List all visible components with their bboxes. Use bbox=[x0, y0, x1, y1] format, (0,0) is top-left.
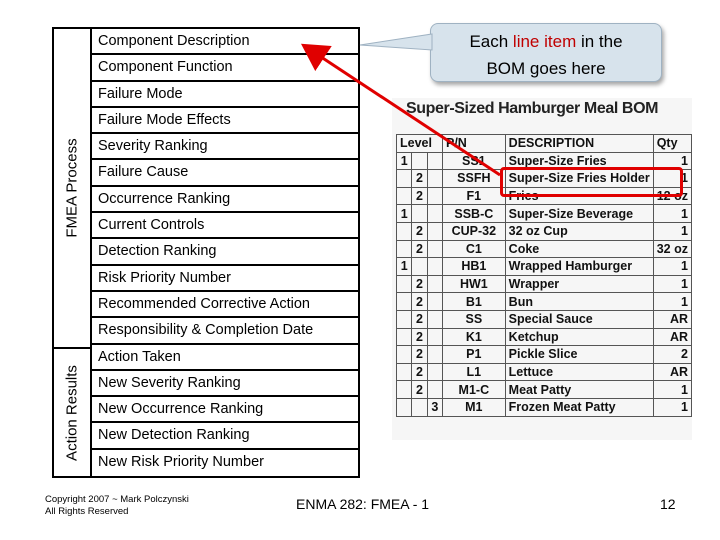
bom-level-2: 2 bbox=[412, 346, 427, 364]
bom-title: Super-Sized Hamburger Meal BOM bbox=[406, 100, 659, 117]
bom-header-desc: DESCRIPTION bbox=[505, 135, 653, 153]
bom-part-number: P1 bbox=[442, 346, 505, 364]
bom-level-2: 2 bbox=[412, 293, 427, 311]
bom-description: Coke bbox=[505, 240, 653, 258]
page-number: 12 bbox=[660, 496, 676, 512]
fmea-row: New Risk Priority Number bbox=[98, 453, 264, 470]
bom-level-2: 2 bbox=[412, 310, 427, 328]
course-label: ENMA 282: FMEA - 1 bbox=[296, 496, 430, 512]
bom-level-1: 1 bbox=[397, 152, 412, 170]
bom-description: Wrapper bbox=[505, 275, 653, 293]
bom-quantity: 2 bbox=[653, 346, 691, 364]
callout-highlight: line item bbox=[512, 32, 577, 51]
bom-part-number: C1 bbox=[442, 240, 505, 258]
bom-quantity: 1 bbox=[653, 170, 691, 188]
bom-quantity: AR bbox=[653, 363, 691, 381]
bom-header-qty: Qty bbox=[653, 135, 691, 153]
bom-description: Pickle Slice bbox=[505, 346, 653, 364]
bom-quantity: 1 bbox=[653, 398, 691, 416]
bom-description: Bun bbox=[505, 293, 653, 311]
callout-text-post: in the bbox=[576, 32, 623, 51]
bom-quantity: 1 bbox=[653, 381, 691, 399]
bom-level-2: 2 bbox=[412, 381, 427, 399]
fmea-row: Occurrence Ranking bbox=[92, 187, 358, 213]
copyright-line-2: All Rights Reserved bbox=[45, 506, 129, 517]
bom-part-number: M1-C bbox=[442, 381, 505, 399]
bom-quantity: 1 bbox=[653, 293, 691, 311]
callout-text-pre: Each bbox=[469, 32, 513, 51]
fmea-row: Action Taken bbox=[92, 345, 358, 371]
bom-description: Frozen Meat Patty bbox=[505, 398, 653, 416]
bom-part-number: SSB-C bbox=[442, 205, 505, 223]
bom-description: Meat Patty bbox=[505, 381, 653, 399]
fmea-row: New Occurrence Ranking bbox=[92, 397, 358, 423]
bom-level-3: 3 bbox=[427, 398, 442, 416]
fmea-row: Current Controls bbox=[92, 213, 358, 239]
fmea-process-label: FMEA Process bbox=[63, 138, 81, 238]
fmea-row: New Severity Ranking bbox=[92, 371, 358, 397]
fmea-row: New Detection Ranking bbox=[92, 423, 358, 449]
fmea-row: Risk Priority Number bbox=[92, 266, 358, 292]
bom-level-2: 2 bbox=[412, 170, 427, 188]
bom-description: Fries bbox=[505, 187, 653, 205]
bom-quantity: 1 bbox=[653, 258, 691, 276]
fmea-row: Responsibility & Completion Date bbox=[92, 318, 358, 344]
bom-header-pn: P/N bbox=[442, 135, 505, 153]
bom-part-number: HB1 bbox=[442, 258, 505, 276]
bom-quantity: AR bbox=[653, 310, 691, 328]
bom-part-number: B1 bbox=[442, 293, 505, 311]
callout-pointer bbox=[360, 34, 432, 50]
bom-level-2: 2 bbox=[412, 222, 427, 240]
bom-part-number: M1 bbox=[442, 398, 505, 416]
bom-level-2: 2 bbox=[412, 240, 427, 258]
fmea-row: Failure Mode bbox=[92, 82, 358, 108]
bom-quantity: 32 oz bbox=[653, 240, 691, 258]
bom-header-level: Level bbox=[397, 135, 443, 153]
bom-part-number: K1 bbox=[442, 328, 505, 346]
bom-part-number: SS1 bbox=[442, 152, 505, 170]
bom-description: Ketchup bbox=[505, 328, 653, 346]
bom-description: Lettuce bbox=[505, 363, 653, 381]
bom-description: Super-Size Fries Holder bbox=[505, 170, 653, 188]
red-arrow bbox=[306, 47, 500, 175]
bom-part-number: L1 bbox=[442, 363, 505, 381]
bom-part-number: CUP-32 bbox=[442, 222, 505, 240]
bom-level-2: 2 bbox=[412, 275, 427, 293]
fmea-row: Failure Cause bbox=[92, 160, 358, 186]
bom-quantity: 1 bbox=[653, 205, 691, 223]
action-results-label: Action Results bbox=[63, 364, 81, 461]
bom-level-1: 1 bbox=[397, 258, 412, 276]
callout-line-2: BOM goes here bbox=[486, 59, 606, 78]
bom-description: Super-Size Beverage bbox=[505, 205, 653, 223]
bom-part-number: HW1 bbox=[442, 275, 505, 293]
bom-quantity: 1 bbox=[653, 222, 691, 240]
bom-level-2: 2 bbox=[412, 328, 427, 346]
bom-quantity: AR bbox=[653, 328, 691, 346]
bom-description: Super-Size Fries bbox=[505, 152, 653, 170]
fmea-row: Recommended Corrective Action bbox=[92, 292, 358, 318]
bom-quantity: 1 bbox=[653, 152, 691, 170]
fmea-row: Failure Mode Effects bbox=[92, 108, 358, 134]
bom-level-1: 1 bbox=[397, 205, 412, 223]
bom-description: Special Sauce bbox=[505, 310, 653, 328]
fmea-row: Component Description bbox=[92, 29, 358, 55]
bom-level-2: 2 bbox=[412, 363, 427, 381]
bom-description: 32 oz Cup bbox=[505, 222, 653, 240]
fmea-row: Detection Ranking bbox=[92, 239, 358, 265]
copyright-line-1: Copyright 2007 ~ Mark Polczynski bbox=[45, 494, 189, 505]
fmea-row: Severity Ranking bbox=[92, 134, 358, 160]
bom-quantity: 12 oz bbox=[653, 187, 691, 205]
bom-part-number: F1 bbox=[442, 187, 505, 205]
fmea-row: Component Function bbox=[92, 55, 358, 81]
bom-description: Wrapped Hamburger bbox=[505, 258, 653, 276]
bom-quantity: 1 bbox=[653, 275, 691, 293]
copyright bbox=[45, 494, 189, 518]
bom-part-number: SSFH bbox=[442, 170, 505, 188]
bom-level-2: 2 bbox=[412, 187, 427, 205]
bom-part-number: SS bbox=[442, 310, 505, 328]
